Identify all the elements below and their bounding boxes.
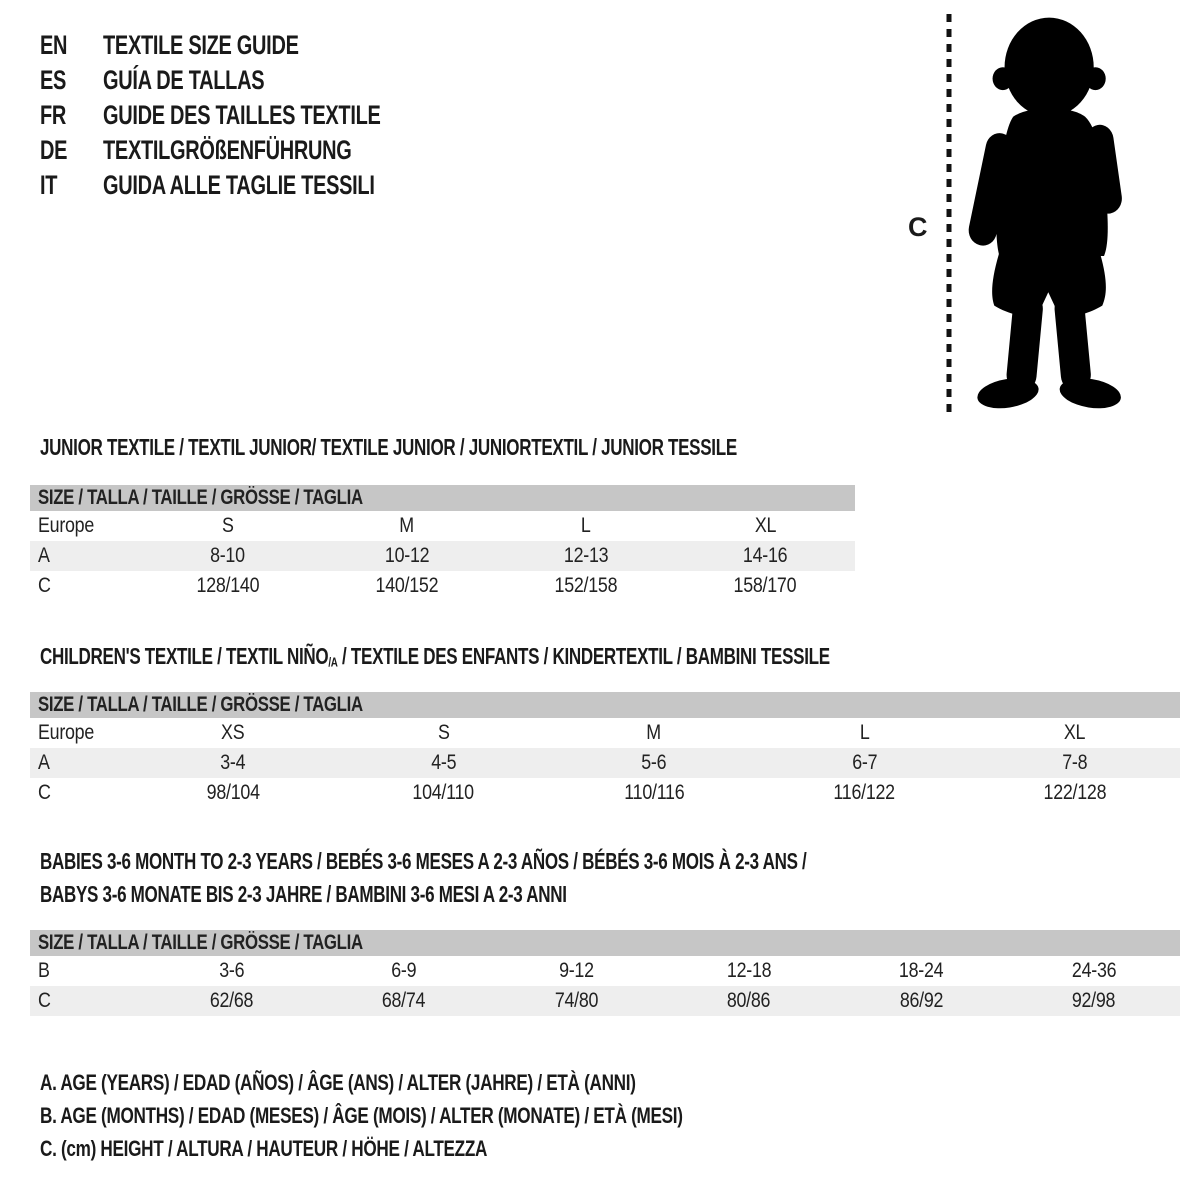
junior-section-heading: JUNIOR TEXTILE / TEXTIL JUNIOR/ TEXTILE JUNIOR / JUNIORTEXTIL / JUNIOR TESSILE [40, 434, 737, 460]
table-row [30, 748, 1180, 778]
size-cell: S [221, 514, 234, 537]
row-label: A [38, 544, 50, 567]
row-label: Europe [38, 514, 95, 537]
children-section-heading: CHILDREN'S TEXTILE / TEXTIL NIÑO/A / TEXTILE DES ENFANTS / KINDERTEXTIL / BAMBINI TESSILE [40, 643, 830, 670]
table-row [30, 986, 1180, 1016]
size-cell: 8-10 [210, 544, 245, 567]
table-rows [30, 956, 1180, 1016]
toddler-silhouette-icon [960, 10, 1140, 420]
size-cell: 18-24 [899, 959, 944, 982]
table-row [30, 956, 1180, 986]
size-cell: 74/80 [554, 989, 598, 1012]
legend-line: A. AGE (YEARS) / EDAD (AÑOS) / ÂGE (ANS) / ALTER (JAHRE) / ETÀ (ANNI) [40, 1070, 636, 1095]
table-row [30, 511, 855, 541]
row-label: C [38, 781, 51, 804]
size-cell: 6-9 [391, 959, 417, 982]
language-code: DE [40, 135, 68, 165]
size-cell: 12-18 [726, 959, 771, 982]
legend-line: B. AGE (MONTHS) / EDAD (MESES) / ÂGE (MOIS) / ALTER (MONATE) / ETÀ (MESI) [40, 1103, 683, 1128]
size-cell: XS [221, 721, 245, 744]
language-code: FR [40, 100, 67, 130]
table-header-bar: SIZE / TALLA / TAILLE / GRÖSSE / TAGLIA [30, 930, 1180, 956]
size-cell: S [437, 721, 450, 744]
children-size-table [30, 692, 1180, 808]
size-cell: 110/116 [623, 781, 685, 804]
babies-section-heading: BABIES 3-6 MONTH TO 2-3 YEARS / BEBÉS 3-6 MESES A 2-3 AÑOS / BÉBÉS 3-6 MOIS À 2-3 ANS / BABYS 3-6 MONATE BIS 2-3 JAHRE / BAMBINI 3-6 MESI A 2-3 ANNI [40, 848, 807, 907]
height-measure-label: C [908, 212, 928, 242]
height-measure-line [946, 14, 952, 418]
language-row [40, 28, 478, 63]
size-cell: 62/68 [209, 989, 253, 1012]
language-row [40, 133, 478, 168]
language-row [40, 63, 478, 98]
size-cell: 10-12 [384, 544, 430, 567]
language-row [40, 168, 478, 203]
size-cell: 24-36 [1071, 959, 1116, 982]
size-cell: 80/86 [727, 989, 771, 1012]
table-row [30, 718, 1180, 748]
size-cell: 104/110 [412, 781, 475, 804]
size-cell: 12-13 [563, 544, 609, 567]
size-cell: M [646, 721, 662, 744]
size-cell: M [399, 514, 415, 537]
table-row [30, 778, 1180, 808]
size-cell: 6-7 [851, 751, 877, 774]
size-cell: 5-6 [641, 751, 667, 774]
size-cell: 7-8 [1062, 751, 1088, 774]
row-label: A [38, 751, 50, 774]
language-code: IT [40, 170, 58, 200]
size-cell: L [859, 721, 870, 744]
legend-line: C. (cm) HEIGHT / ALTURA / HAUTEUR / HÖHE / ALTEZZA [40, 1136, 488, 1161]
language-code: EN [40, 30, 68, 60]
size-cell: L [581, 514, 591, 537]
size-cell: 122/128 [1043, 781, 1107, 804]
table-row [30, 541, 855, 571]
size-cell: 14-16 [743, 544, 788, 567]
guide-title: TEXTILE SIZE GUIDE [103, 30, 299, 60]
size-cell: XL [1064, 721, 1086, 744]
language-code: ES [40, 65, 67, 95]
table-rows [30, 511, 855, 601]
size-cell: 152/158 [554, 574, 618, 597]
table-row [30, 571, 855, 601]
table-header-bar: SIZE / TALLA / TAILLE / GRÖSSE / TAGLIA [30, 485, 855, 511]
size-cell: 140/152 [375, 574, 439, 597]
babies-size-table [30, 930, 1180, 1016]
size-cell: 3-6 [218, 959, 244, 982]
row-label: Europe [38, 721, 95, 744]
measurement-legend [40, 1066, 864, 1165]
size-cell: 86/92 [899, 989, 943, 1012]
heading-subscript: /A [328, 654, 338, 670]
size-cell: 3-4 [220, 751, 246, 774]
size-cell: 116/122 [833, 781, 896, 804]
language-row [40, 98, 478, 133]
row-label: C [38, 989, 51, 1012]
language-title-list [40, 28, 478, 203]
size-cell: 68/74 [382, 989, 426, 1012]
size-cell: 158/170 [734, 574, 797, 597]
row-label: C [38, 574, 51, 597]
guide-title: TEXTILGRÖßENFÜHRUNG [103, 135, 352, 165]
guide-title: GUÍA DE TALLAS [103, 65, 265, 95]
row-label: B [38, 959, 50, 982]
table-rows [30, 718, 1180, 808]
size-cell: 4-5 [431, 751, 457, 774]
guide-title: GUIDE DES TAILLES TEXTILE [103, 100, 381, 130]
size-cell: 128/140 [196, 574, 259, 597]
size-cell: 98/104 [206, 781, 260, 804]
junior-size-table [30, 485, 855, 601]
size-cell: XL [754, 514, 777, 537]
size-cell: 92/98 [1072, 989, 1116, 1012]
table-header-bar: SIZE / TALLA / TAILLE / GRÖSSE / TAGLIA [30, 692, 1180, 718]
guide-title: GUIDA ALLE TAGLIE TESSILI [103, 170, 375, 200]
size-cell: 9-12 [558, 959, 594, 982]
